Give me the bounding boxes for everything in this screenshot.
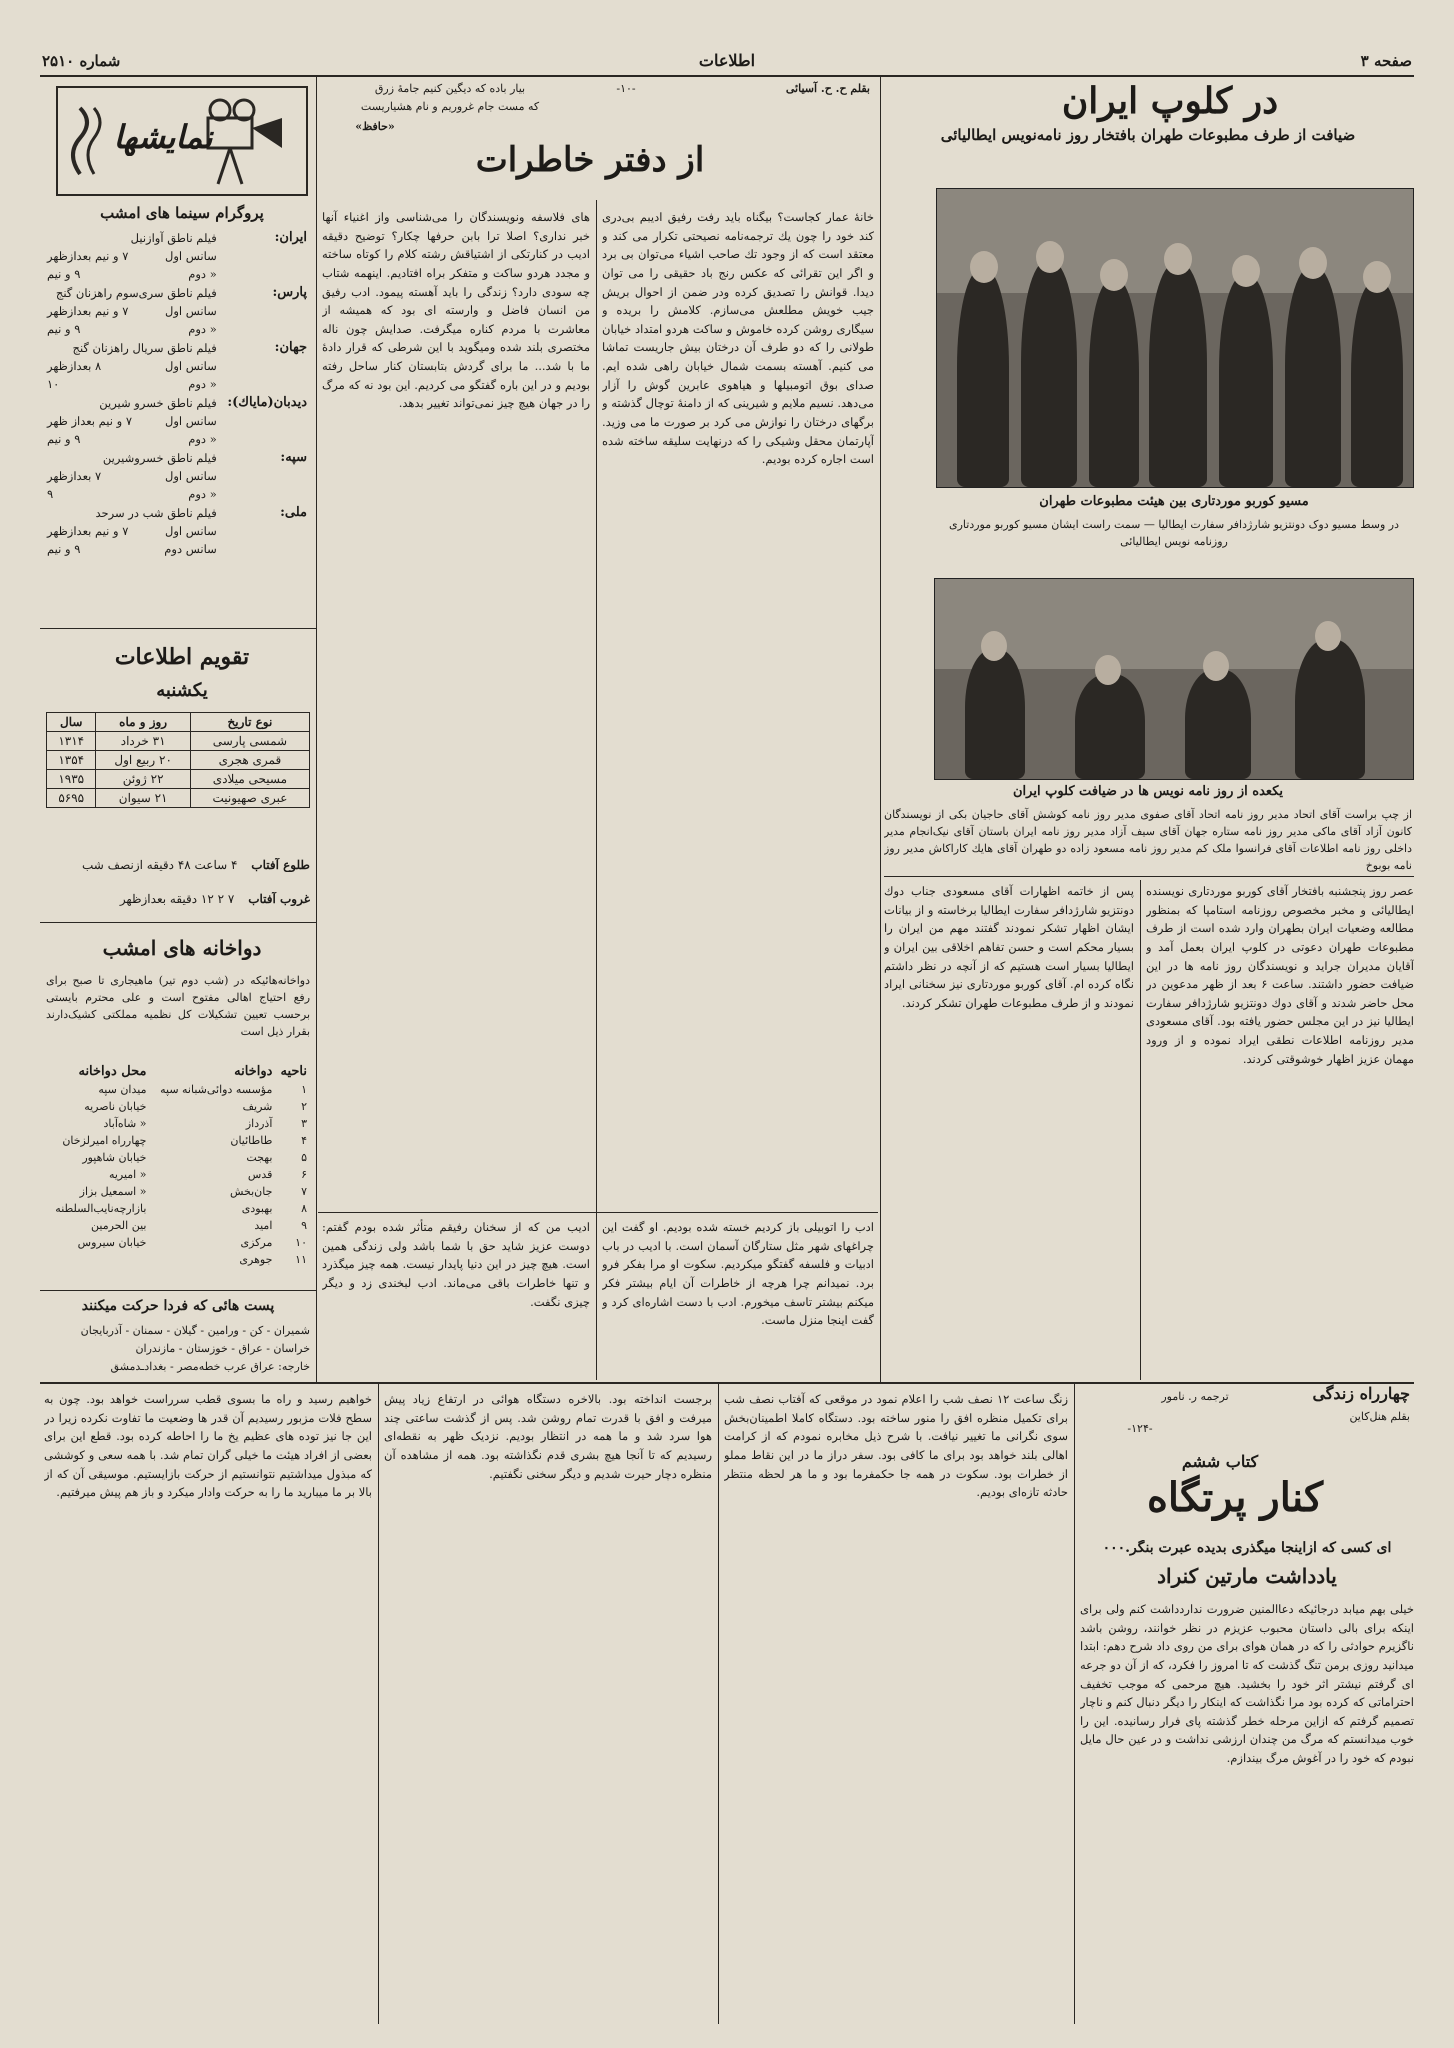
pharmacy-cell: بهبودی — [241, 1202, 273, 1215]
cinema-session-label: سانس اول — [164, 249, 217, 263]
cinema-name: ایران: — [274, 230, 307, 245]
calendar-cell: ۳۱ خرداد — [96, 732, 190, 751]
serial-author-byline: بقلم هنل‌کاین — [1349, 1410, 1410, 1423]
pharmacy-cell: ۱۰ — [295, 1236, 307, 1249]
pharmacy-cell: ۸ — [301, 1202, 307, 1215]
pharmacy-header-cell: دواخانه — [234, 1064, 273, 1079]
club-photo-1 — [936, 188, 1414, 488]
calendar-title: تقویم اطلاعات — [114, 644, 250, 670]
divider-top-2 — [880, 77, 881, 1382]
cinema-row — [44, 448, 310, 467]
photo1-caption-title: مسیو کوربو موردتاری بین هیئت مطبوعات طهران — [1039, 494, 1309, 509]
cinema-session — [44, 485, 310, 503]
cinema-table — [44, 228, 310, 558]
sunset-value: ۷ ۲ ۱۲ دقیقه بعدازظهر — [119, 892, 235, 906]
serial-col-2: زنگ ساعت ۱۲ نصف شب را اعلام نمود در موقعی که آفتاب نصف شب برای تکمیل منظره افق را منور ساخته بود. دستگاه کاملا اطمینان‌بخش سوی نگرانی ما تغییر نیافت. با شرح ذیل مخابره نمودم که از کرامت اهالی بلند خواهد بود برای ما کافی بود. سفر دراز ما در این نقاط مملو از خطرات بود. سکوت در همه جا حکمفرما بود و ما هر لحظه منتظر حادثه تازه‌ای بودیم. — [724, 1392, 1068, 1500]
pharmacy-row — [46, 1081, 310, 1098]
photo2-caption-title: یکعده از روز نامه نویس ها در ضیافت کلوپ ایران — [1013, 784, 1283, 799]
serial-translator: ترجمه ر. نامور — [1161, 1390, 1229, 1403]
pharmacy-cell: شریف — [242, 1100, 273, 1113]
pharmacy-cell: ۹ — [301, 1219, 307, 1232]
pharmacy-cell: بازارچه‌نایب‌السلطنه — [55, 1202, 147, 1215]
sunset-label: غروب آفتاب — [248, 892, 310, 906]
club-body-col-right: عصر روز پنجشنبه بافتخار آقای کوربو موردتاری نویسنده ایطالیائی و مخبر مخصوص روزنامه استامپا که بمنظور مطالعه وضعیات ایران بطهران وارد شده است از طرف مطبوعات طهران دعوتی در کلوپ ایران بعمل آمد و آقایان مدیران جراید و نویسندگان روز نامه ها در این ضیافت حضور داشتند. ساعت ۶ بعد از ظهر مدعوین در محل حاضر شدند و آقای دوك دونتزیو شارژدافر سفارت ایطالیا نیز در این مجلس حضور یافته بود. آقای مسعودی مدیر روزنامه اطلاعات نطقی ایراد نموده و از ورود مهمان عزیز اظهار خوشوقتی کردند. — [1146, 884, 1414, 1066]
pharmacy-cell: خیابان شاهپور — [82, 1151, 147, 1164]
newspaper-name: اطلاعات — [698, 51, 756, 70]
calendar-row — [47, 789, 310, 808]
cinema-row — [44, 228, 310, 247]
pharmacy-row — [46, 1251, 310, 1268]
pharmacy-row — [46, 1115, 310, 1132]
sunrise-value: ۴ ساعت ۴۸ دقیقه ازنصف شب — [82, 858, 238, 872]
cinema-row — [44, 338, 310, 357]
pharmacy-table-box — [46, 1062, 310, 1268]
cinema-film: فیلم ناطق سری‌سوم راهزنان گنج — [55, 285, 217, 300]
pharmacy-cell: میدان سپه — [98, 1083, 147, 1096]
pharmacy-cell: جان‌بخش — [229, 1185, 273, 1198]
calendar-header-cell: روز و ماه — [96, 713, 190, 732]
memories-title: از دفتر خاطرات — [475, 140, 705, 180]
serial-number: -۱۲۴- — [1127, 1422, 1153, 1435]
pharmacy-cell: مرکزی — [240, 1236, 273, 1249]
memories-bottom-left: ادیب من که از سخنان رفیقم متأثر شده بودم گفتم: دوست عزیز شاید حق با شما باشد ولی زندگی همین است. هیچ چیز در این دنیا پایدار نیست. همه چیز میگذرد و تنها خاطرات باقی می‌ماند. ادب لبخندی زد و دیگر چیزی نگفت. — [322, 1220, 590, 1309]
pharmacy-cell: جوهری — [239, 1253, 273, 1266]
poem-author: «حافظ» — [355, 120, 395, 133]
cinema-session-label: سانس اول — [164, 359, 217, 373]
calendar-header-cell: سال — [47, 713, 96, 732]
cinema-film: فیلم ناطق شب در سرحد — [95, 505, 217, 520]
cinema-session-label: سانس دوم — [164, 542, 217, 556]
cinema-session-label: « دوم — [188, 377, 217, 391]
cinema-session-label: سانس اول — [164, 304, 217, 318]
pharmacy-cell: ۲ — [301, 1100, 307, 1113]
cinema-name: ملی: — [280, 505, 307, 520]
cinema-session-time: ۹ و نیم — [47, 267, 81, 281]
pharmacy-row — [46, 1098, 310, 1115]
cinema-session — [44, 522, 310, 540]
pharmacy-cell: ۱ — [301, 1083, 307, 1096]
serial-divider-1 — [1074, 1384, 1075, 2024]
pharmacy-cell: قدس — [247, 1168, 273, 1181]
mem-divider-1 — [596, 200, 597, 1220]
pharmacy-cell: ۱۱ — [295, 1253, 307, 1266]
cinema-row — [44, 283, 310, 302]
pharmacy-cell: بهجت — [246, 1151, 273, 1164]
cinema-session-time: ۸ بعدازظهر — [47, 359, 102, 373]
cinema-row — [44, 393, 310, 412]
cinema-session-time: ۹ — [47, 487, 54, 501]
memories-author: بقلم ح. ح. آسیائی — [785, 82, 870, 95]
calendar-table-box — [46, 712, 310, 808]
calendar-cell: قمری هجری — [190, 751, 309, 770]
divider-top-1 — [316, 77, 317, 1382]
photo2-caption: از چپ براست آقای اتحاد مدیر روز نامه اتحاد آقای صفوی مدیر روز نامه کوشش آقای حاجیان بکی از نویسندگان کانون آزاد آقای ماکی مدیر روز نامه ستاره جهان آقای سیف آزاد مدیر روز نامه ایران باستان آقای نیک‌انجام مدیر داخلی روز نامه اطلاعات آقای فرانسوا ملک کم مدیر روز نامه مسعود زاده دو طهران آقای هایك کاراکاش مدیر روز نامه بوبوخ — [884, 808, 1412, 873]
sidebar-rule-1 — [40, 628, 316, 629]
cinema-program — [44, 228, 310, 618]
cinema-session-time: ۷ و نیم بعدازظهر — [47, 524, 129, 538]
cinema-session-label: سانس اول — [164, 414, 217, 428]
post-title: پست هائی که فردا حرکت میکنند — [81, 1298, 275, 1314]
cinema-session — [44, 265, 310, 283]
cinema-session-time: ۷ و نیم بعدازظهر — [47, 249, 129, 263]
serial-col-3: برجست انداخته بود. بالاخره دستگاه هوائی در ارتفاع زیاد پیش میرفت و افق با قدرت تمام روشن شد. پس از گذشت ساعتی چند هوا سرد شد و ما همه در انتظار بودیم. نزدیک ظهر به نقطه‌ای رسیدیم که تا آنجا هیچ بشری قدم نگذاشته بود. همه از مشاهده آن منظره دچار حیرت شدیم و دیگر سخنی نگفتیم. — [384, 1392, 712, 1481]
club-col-divider — [1140, 880, 1141, 1380]
cinema-session-label: سانس اول — [164, 469, 217, 483]
post-line-1: شمیران - کن - ورامین - گیلان - سمنان - آذربایجان — [80, 1324, 310, 1337]
cinema-session — [44, 320, 310, 338]
cinema-session-label: « دوم — [188, 322, 217, 336]
pharmacy-table — [46, 1062, 310, 1268]
calendar-table — [46, 712, 310, 808]
calendar-cell: عبری صهیونیت — [190, 789, 309, 808]
pharmacy-header-cell: محل دواخانه — [78, 1064, 147, 1079]
cinema-session-label: سانس اول — [164, 524, 217, 538]
cinema-row — [44, 503, 310, 522]
sunset-row — [46, 892, 310, 906]
pharmacy-row — [46, 1183, 310, 1200]
photo1-caption: در وسط مسیو دوک دونتزیو شارژدافر سفارت ایطالیا — سمت راست ایشان مسیو کوربو موردتاری روزنامه نویس ایطالیائی — [948, 518, 1400, 549]
sidebar-rule-2 — [40, 922, 316, 923]
serial-col-4: خواهیم رسید و راه ما بسوی قطب سرراست خواهد بود. چون به سطح فلات مزبور رسیدیم آن قدر ها وضعیت ما تفاوت نکرده زیرا در این جا نیز توده های عظیم یخ ما را احاطه کرده بود. قطع این برای بعضی از افراد هیئت ما خیلی گران تمام شد. با همه سعی و کوششی که مبذول میداشتیم نتوانستیم از حرکت بازایستیم. موسیقی آن که از بالا بر ما میبارید ما را به حرکت وادار میکرد و باز هم پیش میرفتیم. — [44, 1392, 372, 1500]
cinema-session-time: ۹ و نیم — [47, 542, 81, 556]
pharmacy-cell: بین الحرمین — [91, 1219, 147, 1232]
mid-rule — [40, 1382, 1414, 1384]
calendar-header-cell: نوع تاریخ — [190, 713, 309, 732]
calendar-cell: ۱۹۳۵ — [47, 770, 96, 789]
pharmacy-row — [46, 1149, 310, 1166]
pharmacy-cell: امید — [254, 1219, 273, 1232]
cinema-session — [44, 430, 310, 448]
pharmacy-cell: « امیریه — [108, 1168, 147, 1181]
poem-line-1: بیار باده که دیگین کنیم جامهٔ زرق — [374, 82, 526, 95]
cinema-session — [44, 412, 310, 430]
club-text-rule — [884, 876, 1414, 877]
cinema-session-time: ۷ و نیم بعداز ظهر — [47, 414, 133, 428]
serial-quote: ای کسی که ازاینجا میگذری بدیده عبرت بنگر.۰۰۰ — [1102, 1540, 1392, 1556]
calendar-row — [47, 751, 310, 770]
sunrise-row — [46, 858, 310, 872]
cinema-film: فیلم ناطق سریال راهزنان گنج — [72, 340, 217, 355]
cinema-session-label: « دوم — [188, 432, 217, 446]
cinema-session-label: « دوم — [188, 267, 217, 281]
calendar-cell: ۲۲ ژوئن — [96, 770, 190, 789]
serial-title: کنار پرتگاه — [1146, 1474, 1324, 1521]
cinema-session-time: ۱۰ — [47, 377, 60, 391]
cinema-session — [44, 540, 310, 558]
post-line-2: خراسان - عراق - خوزستان - مازندران — [135, 1342, 310, 1355]
calendar-cell: ۵۶۹۵ — [47, 789, 96, 808]
serial-part-number: -۱۰- — [616, 82, 636, 95]
calendar-row — [47, 770, 310, 789]
page-number: صفحه ۳ — [1360, 52, 1412, 70]
club-body-col-left: پس از خاتمه اظهارات آقای مسعودی جناب دوك دونتزیو شارژدافر سفارت ایطالیا برخاسته و از بیانات ایشان اظهار تشکر نمودند گفتند مهم من ایران را بسیار محکم است و حسن تفاهم اخلاقی بین ایران و ایطالیا بسیار است هستیم که از آنچه در نظر داشتم نگاه کرده ام. آقای کوربو موردتاری نیز سخنانی ایراد نمودند و از طرف مطبوعات طهران تشکر کردند. — [884, 884, 1134, 1010]
cinema-session-time: ۷ بعدازظهر — [47, 469, 102, 483]
calendar-row — [47, 732, 310, 751]
memories-bottom-right: ادب را اتوبیلی باز کردیم خسته شده بودیم. او گفت این چراغهای شهر مثل ستارگان آسمان است. با ادیب در باب ادبیات و فلسفه گفتگو میکردیم. سکوت او مرا بفکر فرو برد. نمیدانم چرا هرچه از خاطرات آن ایام بیشتر فکر میکنم بیشتر تاسف میخورم. ادب با دست اشاره‌ای کرد و گفت اینجا منزل ماست. — [602, 1220, 874, 1328]
cinema-name: پارس: — [272, 285, 307, 300]
pharmacy-header-cell: ناحیه — [280, 1064, 307, 1079]
cinema-session — [44, 375, 310, 393]
pharmacy-title: دواخانه های امشب — [102, 936, 262, 960]
mem-divider-2 — [596, 1214, 597, 1380]
cinema-header-box — [56, 86, 308, 196]
pharmacy-row — [46, 1200, 310, 1217]
calendar-cell: ۱۳۵۴ — [47, 751, 96, 770]
pharmacy-intro: دواخانه‌هائیکه در (شب دوم تیر) ماهیجاری تا صبح برای رفع احتیاج اهالی مفتوح است و علی محترم بایستی برحسب تعیین تشکیلات کل نظمیه مملکتی کشیک‌دارند بقرار ذیل است — [46, 974, 310, 1039]
cinema-name: دیدبان(مایاك): — [227, 395, 307, 410]
cinema-name: سپه: — [280, 450, 307, 465]
calendar-cell: شمسی پارسی — [190, 732, 309, 751]
cinema-program-title: پروگرام سینما های امشب — [100, 204, 264, 222]
pharmacy-cell — [46, 1251, 149, 1268]
cinema-film: فیلم ناطق خسروشیرین — [102, 450, 217, 465]
pharmacy-cell: ۷ — [301, 1185, 307, 1198]
serial-divider-2 — [718, 1384, 719, 2024]
pharmacy-cell: طاطائیان — [230, 1134, 273, 1147]
pharmacy-cell: مؤسسه دوائی‌شبانه سپه — [160, 1083, 273, 1096]
pharmacy-row — [46, 1217, 310, 1234]
cinema-session-label: « دوم — [188, 487, 217, 501]
calendar-day: یکشنبه — [156, 680, 208, 701]
club-subtitle: ضیافت از طرف مطبوعات طهران بافتخار روز نامه‌نویس ایطالیائی — [940, 126, 1356, 144]
pharmacy-cell: خیابان ناصریه — [84, 1100, 147, 1113]
cinema-session — [44, 357, 310, 375]
post-line-3: خارجه: عراق عرب خطه‌مصر - بغدادـدمشق — [110, 1360, 310, 1373]
pharmacy-cell: خیابان سیروس — [77, 1236, 147, 1249]
serial-book: کتاب ششم — [1181, 1452, 1259, 1471]
serial-section: چهارراه زندگی — [1312, 1384, 1410, 1403]
sunrise-label: طلوع آفتاب — [251, 858, 310, 872]
cinema-film: فیلم ناطق خسرو شیرین — [99, 395, 217, 410]
pharmacy-cell: آذرداز — [245, 1117, 273, 1130]
pharmacy-cell: ۵ — [301, 1151, 307, 1164]
issue-number: شماره ۲۵۱۰ — [42, 52, 121, 70]
cinema-session-time: ۹ و نیم — [47, 432, 81, 446]
calendar-cell: مسیحی میلادی — [190, 770, 309, 789]
pharmacy-cell: چهارراه امیرلزخان — [62, 1134, 147, 1147]
cinema-name: جهان: — [274, 340, 307, 355]
cinema-header-title: نمایشها — [113, 118, 213, 156]
pharmacy-cell: ۳ — [301, 1117, 307, 1130]
cinema-session-time: ۷ و نیم بعدازظهر — [47, 304, 129, 318]
pharmacy-row — [46, 1166, 310, 1183]
sidebar-rule-3 — [40, 1290, 316, 1291]
serial-col-1: خیلی بهم میابد درجائیکه دعاالمنین ضرورت نداردداشت کنم ولی برای اینکه برای بالی داستان محبوب عزیزم در نظر خوانند، روشن باشد ناگزیرم حوادثی را که در همان هوای برای من روی داد شرح دهم: ابتدا میدانید روزی برمن تنگ گذشت که تا امروز را فکرد، که از آن دو جرعه ای گرفتم نیشتر اثر خود را بخشید. هیچ مرحمی که موجب تخفیف احتراماتی که کرده بود مرا نگذاشت که اینکار را دیگر دنبال کنم و ناچار تصمیم گرفتم که ازاین مرحله خطر گذشته پای فرار رسانیده. این را خوب میدانستم که مرگ من چندان ارزشی نداشت و در عین حال مایل نبودم که خود را در آغوش مرگ بیندازم. — [1080, 1602, 1414, 1765]
cinema-session-time: ۹ و نیم — [47, 322, 81, 336]
pharmacy-row — [46, 1132, 310, 1149]
cinema-session — [44, 247, 310, 265]
serial-divider-3 — [378, 1384, 379, 2024]
pharmacy-cell: ۴ — [301, 1134, 307, 1147]
pharmacy-row — [46, 1234, 310, 1251]
cinema-session — [44, 467, 310, 485]
poem-line-2: که مست جام غروریم و نام هشیاریست — [360, 100, 540, 113]
mem-bottom-rule — [318, 1212, 878, 1213]
memories-col-left: های فلاسفه ونویسندگان را می‌شناسی واز اغنیاء آنها خبر نداری؟ اصلا ترا بابن حرفها چکار؟ توضیح دقیقه ادیب در کنارتکی از اشتیاقش رشته کلام را کوتاه ساخته و مجدد هردو ساکت و متفکر براه افتادیم. اینهمه شتاب چه سودی دارد؟ زندگی را باید آهسته پیمود. ادب رفیق من انسان فاضل و وارسته ای بود که همیشه از معاشرت با مردم کناره میگرفت. صدایش چون ناله مختصری بلند شده ومیگوید با این شرطی که قرار دادهٔ ما با شد... ما برای گردش بتابستان کنار ساحل رفته بودیم و در این باره گفتگو می کردیم. این بود نه که مرگ را در جهان هیچ چیز نمی‌تواند تغییر بدهد. — [322, 210, 590, 411]
serial-quote-author: یادداشت مارتین کنراد — [1157, 1564, 1337, 1588]
pharmacy-cell: « شاه‌آباد — [103, 1117, 147, 1130]
pharmacy-cell: « اسمعیل بزاز — [79, 1185, 147, 1198]
calendar-cell: ۲۰ ربیع اول — [96, 751, 190, 770]
calendar-cell: ۱۳۱۴ — [47, 732, 96, 751]
cinema-film: فیلم ناطق آوازنیل — [130, 230, 217, 245]
memories-col-right: خانهٔ عمار کجاست؟ بیگناه باید رفت رفیق ادیبم بی‌دری کند خود را چون یك ترجمه‌نامه نصیحتی تکرار می کند و معتقد است که از وجود تك صاحب اشیاء می‌توان بی برد و اگر این تقرائی که عکس رنج باد حقیقی را می توان دیدا. قوانش را تصدیق کرده ودر ضمن از احوال بریش جیب خویش مطلعش می‌سازم. کلامش را بریده و سیگاری روشن کرده خاموش و ساکت هردو امتداد خیابان طولانی را که دو طرف آن درختان بیش جاریست تماشا می کنیم. آهسته بسمت شمال خیابان راهی شده ایم. صدای بوق اتومبیلها و هیاهوی عابرین گوش را آزار می‌دهد. نسیم ملایم و شیرینی که از دامنهٔ توچال گذشته و برگهای درختان را نوازش می کرد بر صورت ما می وزید. آپارتمان محقل وشیکی را که درنهایت سلیقه ساخته شده است اجاره کرده بودیم. — [602, 210, 874, 467]
cinema-session — [44, 302, 310, 320]
club-title: در کلوپ ایران — [1061, 80, 1279, 122]
pharmacy-cell: ۶ — [301, 1168, 307, 1181]
calendar-cell: ۲۱ سیوان — [96, 789, 190, 808]
club-photo-2 — [934, 578, 1414, 780]
